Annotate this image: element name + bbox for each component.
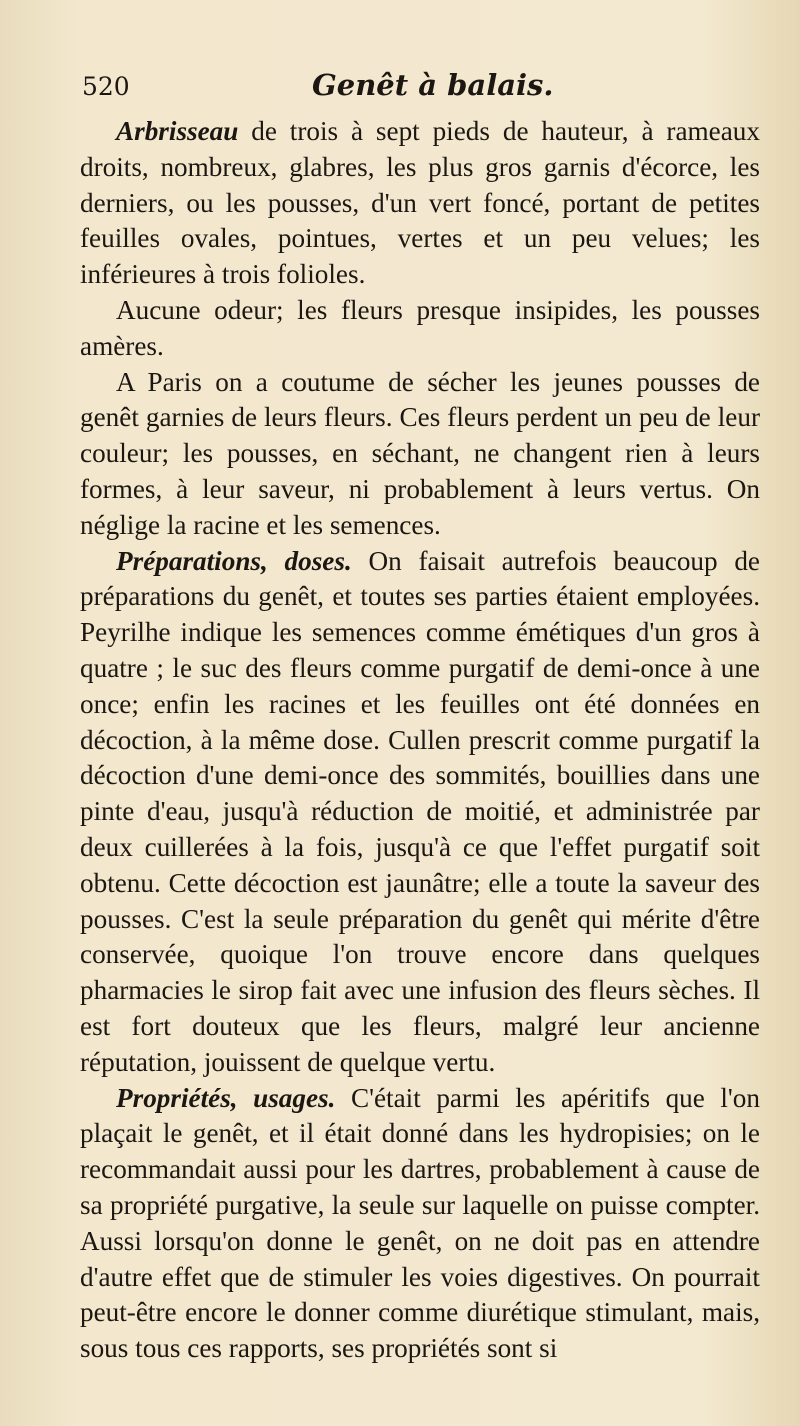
paragraph-preparations (80, 544, 760, 1081)
paragraph-paris (80, 365, 760, 544)
paragraph-lead: Préparations, doses. (116, 545, 352, 576)
running-title: Genêt à balais. (312, 68, 554, 102)
paragraph-text: A Paris on a coutume de sécher les jeunes pousses de genêt garnies de leurs fleurs. Ces fleurs perdent un peu de leur couleur; les pousses, en séchant, ne changent rien à leurs formes, à leur saveur, ni probablement à leurs vertus. On néglige la racine et les semences. (80, 366, 760, 540)
paragraph-proprietes (80, 1081, 760, 1367)
paragraph-lead: Arbrisseau (116, 116, 239, 146)
paragraph-lead: Propriétés, usages. (116, 1082, 336, 1113)
paragraph-text: C'était parmi les apéritifs que l'on plaçait le genêt, et il était donné dans les hydropisies; on le recommandait aussi pour les dartres, probablement à cause de sa propriété purgative, la seule sur laquelle on puisse compter. Aussi lorsqu'on donne le genêt, on ne doit pas en attendre d'autre effet que de stimuler les voies digestives. On pourrait peut-être encore le donner comme diurétique stimulant, mais, sous tous ces rapports, ses propriétés sont si (80, 1082, 760, 1364)
paragraph-odeur (80, 293, 760, 365)
paragraph-text: Aucune odeur; les fleurs presque insipides, les pousses amères. (80, 294, 760, 361)
page-number: 520 (82, 72, 130, 101)
paragraph-text: de trois à sept pieds de hauteur, à rameaux droits, nombreux, glabres, les plus gros garnis d'écorce, les derniers, ou les pousses, d'un vert foncé, portant de petites feuilles ovales, pointues, vertes et un peu velues; les inférieures à trois folioles. (80, 116, 760, 290)
paragraph-arbrisseau (80, 114, 760, 293)
body-text (80, 114, 760, 1367)
running-head (80, 66, 760, 106)
paragraph-text: On faisait autrefois beaucoup de préparations du genêt, et toutes ses parties étaient employées. Peyrilhe indique les semences comme émétiques d'un gros à quatre ; le suc des fleurs comme purgatif de demi-once à une once; enfin les racines et les feuilles ont été données en décoction, à la même dose. Cullen prescrit comme purgatif la décoction d'une demi-once des sommités, bouillies dans une pinte d'eau, jusqu'à réduction de moitié, et administrée par deux cuillerées à la fois, jusqu'à ce que l'effet purgatif soit obtenu. Cette décoction est jaunâtre; elle a toute la saveur des pousses. C'est la seule préparation du genêt qui mérite d'être conservée, quoique l'on trouve encore dans quelques pharmacies le sirop fait avec une infusion des fleurs sèches. Il est fort douteux que les fleurs, malgré leur ancienne réputation, jouissent de quelque vertu. (80, 545, 761, 1077)
